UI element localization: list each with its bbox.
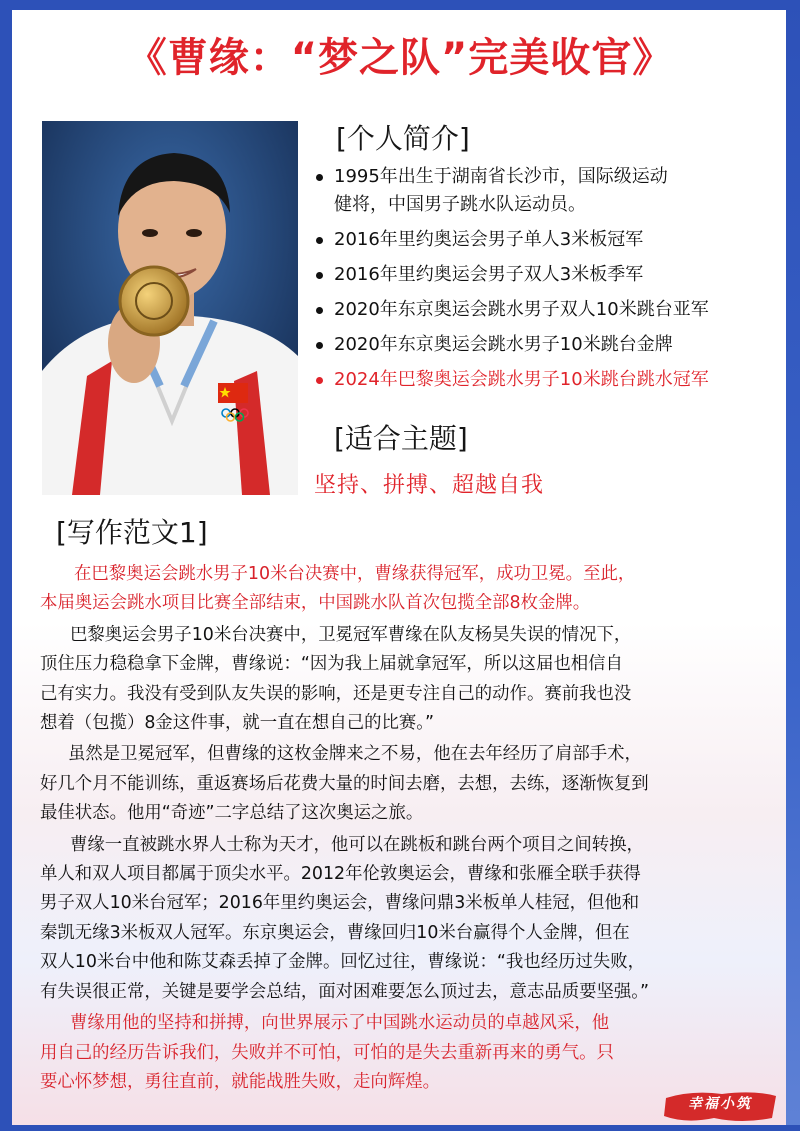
theme-heading: [适合主题] <box>328 420 474 458</box>
essay-line: 在巴黎奥运会跳水男子10米台决赛中，曹缘获得冠军，成功卫冕。至此， <box>74 564 636 584</box>
bullet-icon <box>316 174 323 181</box>
list-item <box>312 226 787 254</box>
bullet-line: 2020年东京奥运会跳水男子双人10米跳台亚军 <box>334 299 709 320</box>
essay-line: 要心怀梦想，勇往直前，就能战胜失败，走向辉煌。 <box>40 1071 440 1092</box>
essay-line: 巴黎奥运会男子10米台决赛中，卫冕冠军曹缘在队友杨昊失误的情况下， <box>70 624 632 645</box>
bullet-icon <box>316 272 323 279</box>
essay-line: 单人和双人项目都属于顶尖水平。2012年伦敦奥运会，曹缘和张雁全联手获得 <box>40 864 641 885</box>
bullet-icon <box>316 377 323 384</box>
top-border <box>0 0 800 10</box>
theme-text: 坚持、拼搏、超越自我 <box>314 473 545 498</box>
list-item-highlight <box>312 366 787 394</box>
essay-line: 想着（包揽）8金这件事，就一直在想自己的比赛。” <box>40 713 434 734</box>
bottom-border <box>0 1125 800 1131</box>
list-item <box>312 163 787 219</box>
essay-line: 有失误很正常，关键是要学会总结，面对困难要怎么顶过去，意志品质要坚强。” <box>40 981 649 1002</box>
essay-line: 用自己的经历告诉我们，失败并不可怕，可怕的是失去重新再来的勇气。只 <box>40 1042 614 1063</box>
essay-line: 好几个月不能训练，重返赛场后花费大量的时间去磨，去想，去练，逐渐恢复到 <box>40 773 649 794</box>
bullet-icon <box>316 237 323 244</box>
right-border <box>786 0 800 1131</box>
essay-heading: [写作范文1] <box>50 514 214 552</box>
left-border <box>0 0 12 1131</box>
page-title: 《曹缘：“梦之队”完美收官》 <box>126 35 674 81</box>
essay-paragraph <box>40 621 762 739</box>
athlete-photo <box>42 121 298 495</box>
essay-line: 秦凯无缘3米板双人冠军。东京奥运会，曹缘回归10米台赢得个人金牌，但在 <box>40 922 630 943</box>
essay-line: 曹缘一直被跳水界人士称为天才，他可以在跳板和跳台两个项目之间转换， <box>70 834 644 855</box>
essay-line: 最佳状态。他用“奇迹”二字总结了这次奥运之旅。 <box>40 803 424 824</box>
essay-line: 本届奥运会跳水项目比赛全部结束，中国跳水队首次包揽全部8枚金牌。 <box>40 593 591 614</box>
essay-paragraph <box>40 1009 762 1097</box>
essay-line: 顶住压力稳稳拿下金牌，曹缘说：“因为我上届就拿冠军，所以这届也相信自 <box>40 654 623 675</box>
essay-line: 男子双人10米台冠军；2016年里约奥运会，曹缘问鼎3米板单人桂冠，但他和 <box>40 893 640 914</box>
intro-heading: [个人简介] <box>330 120 476 158</box>
bullet-line: 2016年里约奥运会男子单人3米板冠军 <box>334 229 644 250</box>
essay-line: 双人10米台中他和陈艾森丢掉了金牌。回忆过往，曹缘说：“我也经历过失败， <box>40 952 646 973</box>
essay-paragraph <box>40 740 762 828</box>
bullet-line: 2016年里约奥运会男子双人3米板季军 <box>334 264 644 285</box>
bullet-line: 2024年巴黎奥运会跳水男子10米跳台跳水冠军 <box>334 369 709 390</box>
essay-paragraph <box>40 560 762 619</box>
list-item <box>312 331 787 359</box>
essay-line: 己有实力。我没有受到队友失误的影响，还是更专注自己的动作。赛前我也没 <box>40 683 632 704</box>
essay-line: 虽然是卫冕冠军，但曹缘的这枚金牌来之不易，他在去年经历了肩部手术， <box>68 744 642 765</box>
essay-line: 曹缘用他的坚持和拼搏，向世界展示了中国跳水运动员的卓越风采，他 <box>70 1013 610 1034</box>
bullet-line: 2020年东京奥运会跳水男子10米跳台金牌 <box>334 334 673 355</box>
essay-body <box>40 560 762 1099</box>
intro-list <box>312 163 787 401</box>
list-item <box>312 296 787 324</box>
bullet-line: 1995年出生于湖南省长沙市，国际级运动 <box>334 166 668 187</box>
stamp-label: 幸福小筑 <box>688 1096 752 1112</box>
bullet-icon <box>316 342 323 349</box>
bullet-icon <box>316 307 323 314</box>
bullet-line: 健将，中国男子跳水队运动员。 <box>334 194 586 215</box>
essay-paragraph <box>40 831 762 1007</box>
list-item <box>312 261 787 289</box>
